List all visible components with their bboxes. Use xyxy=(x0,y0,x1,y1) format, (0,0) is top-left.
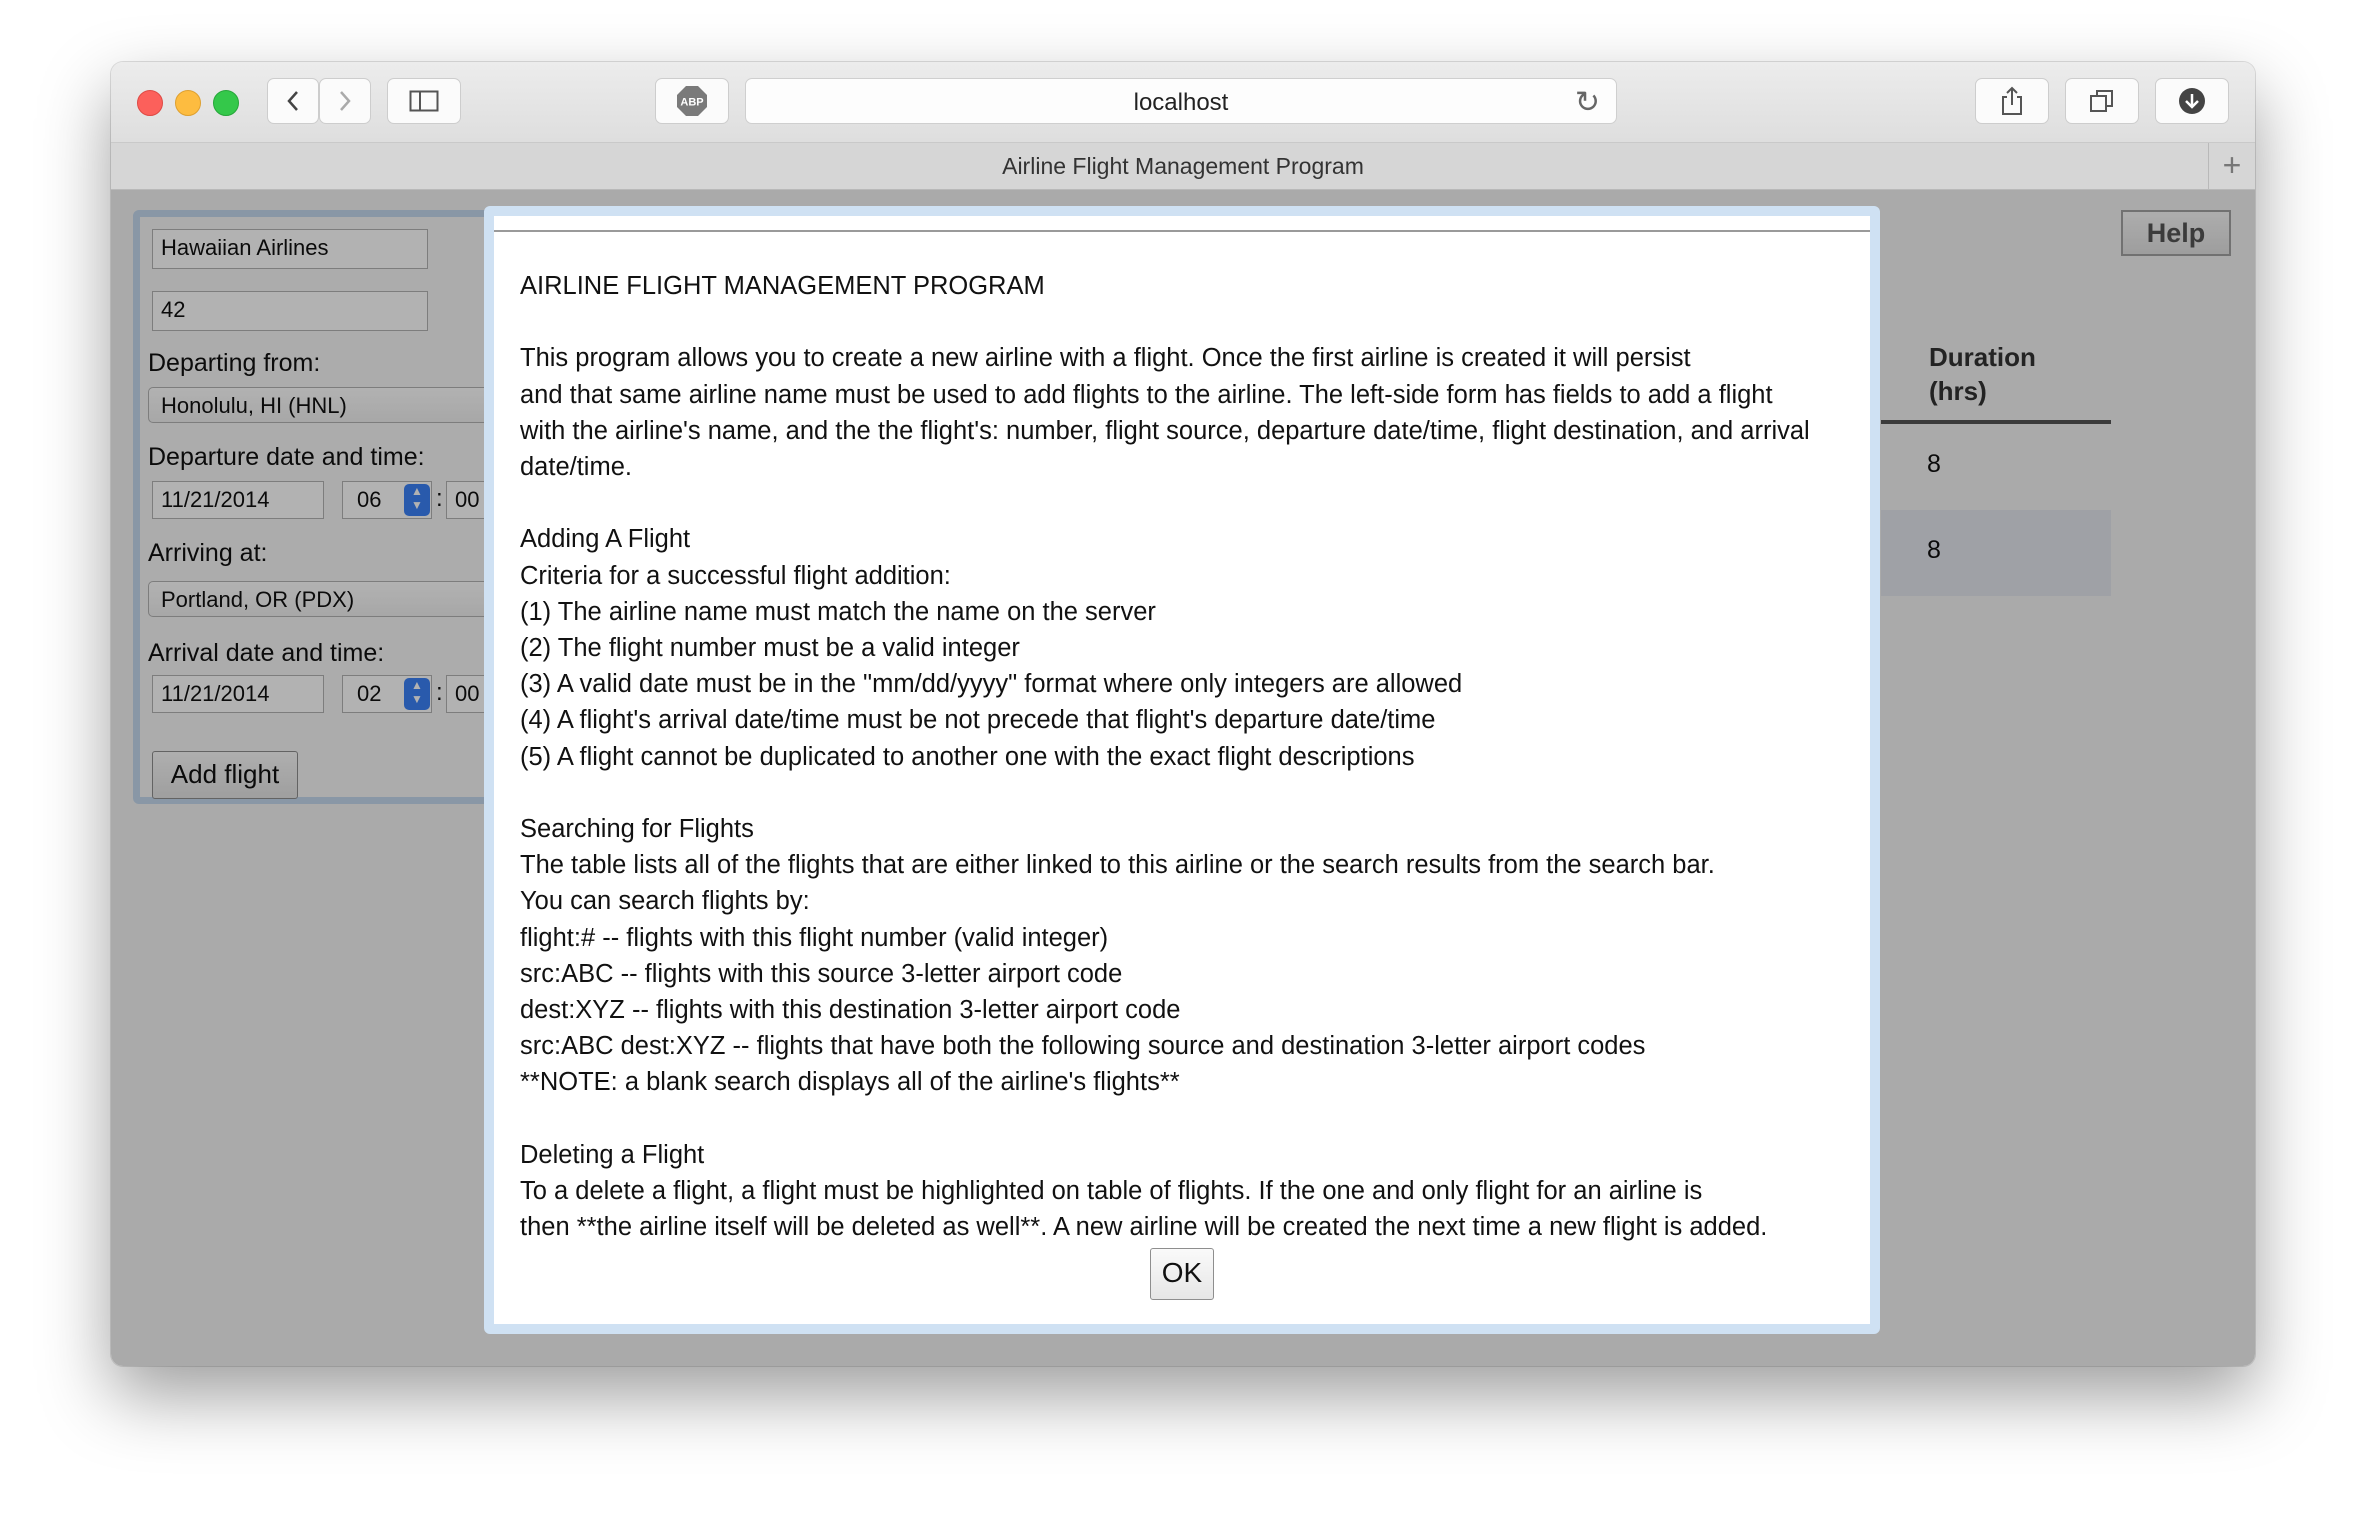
arriving-select[interactable]: Portland, OR (PDX) xyxy=(148,581,588,617)
help-text-line: (4) A flight's arrival date/time must be not precede that flight's departure date/time xyxy=(520,706,1436,735)
duration-header-line1: Duration xyxy=(1929,342,2036,372)
help-text-line: then **the airline itself will be deleted as well**. A new airline will be created the next time a new flight is added. xyxy=(520,1213,1768,1242)
close-window-button[interactable] xyxy=(137,90,163,116)
adblock-button[interactable] xyxy=(655,78,729,124)
departure-datetime-label: Departure date and time: xyxy=(148,443,425,471)
departure-date-input[interactable]: 11/21/2014 xyxy=(152,481,324,519)
downloads-button[interactable] xyxy=(2155,78,2229,124)
arrival-time-colon: : xyxy=(436,679,443,706)
blank-line xyxy=(520,304,1840,340)
help-text-line: This program allows you to create a new airline with a flight. Once the first airline is created it will persist xyxy=(520,344,1691,373)
reload-icon[interactable]: ↻ xyxy=(1574,86,1600,119)
help-text-line: Deleting a Flight xyxy=(520,1140,705,1169)
arrival-datetime-label: Arrival date and time: xyxy=(148,639,385,667)
dialog-divider xyxy=(494,230,1870,232)
departing-select[interactable]: Honolulu, HI (HNL) xyxy=(148,387,588,423)
blank-line xyxy=(520,485,1840,521)
add-flight-button[interactable]: Add flight xyxy=(152,751,298,799)
chevron-left-icon xyxy=(285,89,301,113)
help-button[interactable]: Help xyxy=(2121,210,2231,256)
arrival-hour-input[interactable]: 02 xyxy=(342,675,432,713)
tabs-icon xyxy=(2089,88,2115,114)
help-text-line: Searching for Flights xyxy=(520,815,754,843)
back-button[interactable] xyxy=(267,78,319,124)
help-text-line: dest:XYZ -- flights with this destination 3-letter airport code xyxy=(520,996,1181,1025)
help-text-line: flight:# -- flights with this flight number (valid integer) xyxy=(520,923,1109,952)
duration-cell: 8 xyxy=(1927,450,1941,478)
new-tab-button[interactable]: + xyxy=(2208,143,2255,189)
address-bar[interactable] xyxy=(745,78,1617,124)
departure-hour-input[interactable]: 06 xyxy=(342,481,432,519)
help-text-line: Adding A Flight xyxy=(520,525,691,554)
duration-header-line2: (hrs) xyxy=(1929,376,1987,406)
help-text-line: date/time. xyxy=(520,453,632,481)
share-button[interactable] xyxy=(1975,78,2049,124)
download-icon xyxy=(2178,87,2206,115)
departure-minute-input[interactable]: 00 xyxy=(446,481,506,519)
blank-line xyxy=(520,775,1840,811)
arrival-date-input[interactable]: 11/21/2014 xyxy=(152,675,324,713)
browser-toolbar xyxy=(111,62,2255,143)
duration-cell: 8 xyxy=(1927,536,1941,564)
chevron-right-icon xyxy=(337,89,353,113)
help-text-line: (1) The airline name must match the name on the server xyxy=(520,597,1156,626)
departure-hour-stepper-icon[interactable]: ▲ ▼ xyxy=(404,484,430,516)
url-text: localhost xyxy=(1133,89,1229,116)
sidebar-icon xyxy=(409,90,439,112)
help-text-line: src:ABC dest:XYZ -- flights that have both the following source and destination 3-letter airport codes xyxy=(520,1032,1646,1061)
help-text xyxy=(520,268,1840,1245)
page-content xyxy=(111,190,2255,1366)
adblock-icon xyxy=(676,85,708,117)
help-text-line: To a delete a flight, a flight must be highlighted on table of flights. If the one and only flight for an airline is xyxy=(520,1177,1703,1206)
help-text-line: Criteria for a successful flight addition: xyxy=(520,561,951,590)
help-text-line: You can search flights by: xyxy=(520,887,810,916)
help-text-line: with the airline's name, and the the flight's: number, flight source, departure date/time, flight destination, and arrival xyxy=(520,416,1810,445)
arriving-label: Arriving at: xyxy=(148,539,268,567)
departing-label: Departing from: xyxy=(148,349,321,377)
zoom-window-button[interactable] xyxy=(213,90,239,116)
tab-bar xyxy=(111,143,2255,190)
sidebar-toggle-button[interactable] xyxy=(387,78,461,124)
airline-name-input[interactable]: Hawaiian Airlines xyxy=(152,229,428,269)
help-text-line: and that same airline name must be used to add flights to the airline. The left-side form has fields to add a flight xyxy=(520,380,1773,409)
help-text-line: The table lists all of the flights that are either linked to this airline or the search results from the search bar. xyxy=(520,851,1715,880)
departure-time-colon: : xyxy=(436,485,443,512)
ok-button[interactable]: OK xyxy=(1150,1248,1214,1300)
arrival-hour-stepper-icon[interactable]: ▲ ▼ xyxy=(404,678,430,710)
help-dialog xyxy=(484,206,1880,1334)
browser-window xyxy=(111,62,2255,1366)
tab-title[interactable]: Airline Flight Management Program xyxy=(1002,153,1364,179)
adblock-label: ABP xyxy=(680,96,704,109)
blank-line xyxy=(520,1101,1840,1137)
help-text-line: (2) The flight number must be a valid integer xyxy=(520,634,1020,662)
help-text-line: (5) A flight cannot be duplicated to another one with the exact flight descriptions xyxy=(520,742,1415,771)
share-icon xyxy=(2000,86,2024,116)
arrival-minute-input[interactable]: 00 xyxy=(446,675,506,713)
flight-number-input[interactable]: 42 xyxy=(152,291,428,331)
help-text-line: **NOTE: a blank search displays all of the airline's flights** xyxy=(520,1068,1180,1097)
help-text-line: src:ABC -- flights with this source 3-letter airport code xyxy=(520,959,1123,988)
help-text-line: AIRLINE FLIGHT MANAGEMENT PROGRAM xyxy=(520,272,1045,300)
forward-button[interactable] xyxy=(319,78,371,124)
help-text-line: (3) A valid date must be in the "mm/dd/yyyy" format where only integers are allowed xyxy=(520,670,1463,699)
tabs-overview-button[interactable] xyxy=(2065,78,2139,124)
minimize-window-button[interactable] xyxy=(175,90,201,116)
